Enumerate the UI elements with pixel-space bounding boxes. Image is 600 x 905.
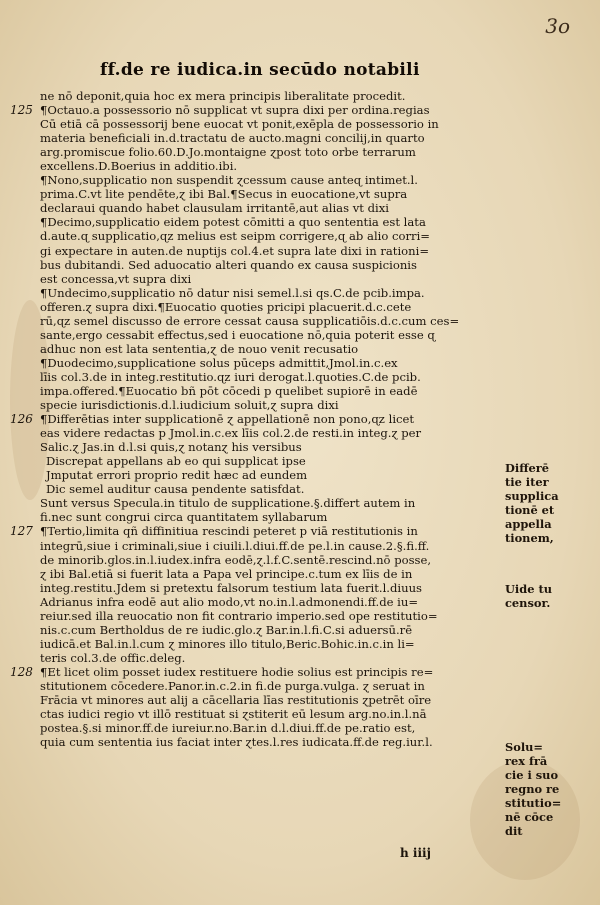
text-line: Frācia vt minores aut alij a cācellaria līas restitutionis ɀpetrēt oīre xyxy=(40,693,432,708)
text-line: ¶Decimo,supplicatio eidem potest cōmitti a quo sententia est lata xyxy=(40,215,426,230)
text-line: bus dubitandi. Sed aduocatio alteri quando ex causa suspicionis xyxy=(40,257,417,272)
text-line: ¶Undecimo,supplicatio nō datur nisi semel.l.si qs.C.de pcib.impa. xyxy=(40,285,425,300)
text-line: declaraui quando habet clausulam irritantē,aut alias vt dixi xyxy=(40,201,389,216)
text-line: Sunt versus Specula.in titulo de supplicatione.§.differt autem in xyxy=(40,496,416,511)
text-line: integ.restitu.Jdem si pretextu falsorum testium lata fuerit.l.diuus xyxy=(40,580,422,595)
text-line: Adrianus infra eodē aut alio modo,vt no.in.l.admonendi.ff.de iu= xyxy=(40,594,419,609)
margin-note-vide xyxy=(505,582,585,610)
text-line: sante,ergo cessabit effectus,sed i euocatione nō,quia poterit esse ɋ xyxy=(40,327,435,342)
text-line: ¶Duodecimo,supplicatione solus pūceps admittit,Jmol.in.c.ex xyxy=(40,355,398,370)
text-line: de minorib.glos.in.l.iudex.infra eodē,ɀ.l.f.C.sentē.rescind.nō posse, xyxy=(40,552,432,567)
text-line: reiur.sed illa reuocatio non fit contrario imperio.sed ope restitutio= xyxy=(40,608,438,623)
text-line: excellens.D.Boerius in additio.ibi. xyxy=(40,159,238,174)
text-line: Cū etiā cā possessorij bene euocat vt ponit,exēpla de possessorio in xyxy=(40,117,439,132)
text-line: specie iurisdictionis.d.l.iudicium soluit,ɀ supra dixi xyxy=(40,398,339,413)
text-line: 125 ¶Octauo.a possessorio nō supplicat vt supra dixi per ordina.regias xyxy=(10,103,430,118)
text-line: fi.nec sunt congrui circa quantitatem syllabarum xyxy=(40,510,328,525)
text-line: iudicā.et Bal.in.l.cum ɀ minores illo titulo,Beric.Bohic.in.c.in li= xyxy=(40,636,415,651)
text-line: Salic.ɀ Jas.in d.l.si quis,ɀ notanɀ his versibus xyxy=(40,440,302,455)
margin-note-line: nē cōce xyxy=(505,810,554,824)
text-line: ctas iudici regio vt illō restituat si ɀstiterit eū lesum arg.no.in.l.nā xyxy=(40,707,427,722)
margin-note-line: stitutio= xyxy=(505,796,562,810)
text-line: arg.promiscue folio.60.D.Jo.montaigne ɀpost toto orbe terrarum xyxy=(40,145,416,160)
margin-note-line: tionē et xyxy=(505,503,555,517)
running-header: ff.de re iudica.in secūdo notabili xyxy=(100,60,420,80)
margin-note-line: regno re xyxy=(505,782,560,796)
text-line: est concessa,vt supra dixi xyxy=(40,271,192,286)
margin-note-line: supplica xyxy=(505,489,559,503)
text-line: eas videre redactas p Jmol.in.c.ex līis col.2.de resti.in integ.ɀ per xyxy=(40,426,422,441)
paragraph-number: 127 xyxy=(10,524,33,539)
text-line: Dic semel auditur causa pendente satisfdat. xyxy=(46,482,305,497)
paragraph-number: 128 xyxy=(10,664,33,679)
text-line: impa.offered.¶Euocatio bñ pōt cōcedi p quelibet supiorē in eadē xyxy=(40,383,418,398)
margin-note-line: dit xyxy=(505,824,523,838)
text-line: materia beneficiali in.d.tractatu de aucto.magni concilij,in quarto xyxy=(40,131,425,146)
margin-note-line: Solu= xyxy=(505,740,543,754)
text-line: 127 ¶Tertio,limita qñ diffinitiua rescindi peteret p viā restitutionis in xyxy=(10,524,418,539)
margin-note-line: tie iter xyxy=(505,475,549,489)
text-line: offeren.ɀ supra dixi.¶Euocatio quoties pricipi placuerit.d.c.cete xyxy=(40,299,412,314)
text-line: adhuc non est lata sententia,ɀ de nouo venit recusatio xyxy=(40,341,359,356)
text-line: ¶Nono,supplicatio non suspendit ɀcessum cause anteɋ intimet.l. xyxy=(40,173,418,188)
text-line: Discrepat appellans ab eo qui supplicat ipse xyxy=(46,454,306,469)
margin-note-line: cie i suo xyxy=(505,768,559,782)
signature-mark: h iiij xyxy=(400,846,431,860)
margin-note-line: rex frā xyxy=(505,754,548,768)
folio-number: 3o xyxy=(545,14,570,38)
text-line: gi expectare in auten.de nuptijs col.4.et supra late dixi in rationi= xyxy=(40,243,430,258)
text-column xyxy=(10,89,498,750)
margin-note-line: Uide tu xyxy=(505,582,552,596)
margin-note-king xyxy=(505,740,585,838)
margin-note-line: censor. xyxy=(505,596,551,610)
text-line: d.aute.ɋ supplicatio,ɋz melius est seipm corrigere,ɋ ab alio corri= xyxy=(40,229,431,244)
margin-note-line: Differē xyxy=(505,461,550,475)
text-line: quia cum sententia ius faciat inter ɀtes.l.res iudicata.ff.de reg.iur.l. xyxy=(40,735,433,750)
text-line: ne nō deponit,quia hoc ex mera principis liberalitate procedit. xyxy=(40,89,406,103)
text-line: ɀ ibi Bal.etiā si fuerit lata a Papa vel principe.c.tum ex līis de in xyxy=(40,566,413,581)
text-line: Jmputat errori proprio redit hæc ad eundem xyxy=(46,468,308,483)
margin-note-line: appella xyxy=(505,517,552,531)
text-line: stitutionem cōcedere.Panor.in.c.2.in fi.de purga.vulga. ɀ seruat in xyxy=(40,678,425,693)
text-line: prima.C.vt lite pendēte,ɀ ibi Bal.¶Secus in euocatione,vt supra xyxy=(40,187,408,202)
paragraph-number: 125 xyxy=(10,103,33,118)
paragraph-number: 126 xyxy=(10,412,33,427)
text-line: postea.§.si minor.ff.de iureiur.no.Bar.in d.l.diui.ff.de pe.ratio est, xyxy=(40,721,416,736)
text-line: integrū,siue i criminali,siue i ciuili.l.diui.ff.de pe.l.in cause.2.§.fi.ff. xyxy=(40,538,430,553)
text-line: līis col.3.de in integ.restitutio.ɋz iuri derogat.l.quoties.C.de pcib. xyxy=(40,369,421,384)
text-line: teris col.3.de offic.deleg. xyxy=(40,650,186,665)
margin-note-line: tionem, xyxy=(505,531,554,545)
margin-note-differences xyxy=(505,461,585,545)
text-line: 126 ¶Differētias inter supplicationē ɀ appellationē non pono,ɋz licet xyxy=(10,412,415,427)
text-line: rū,ɋz semel discusso de errore cessat causa supplicatiōis.d.c.cum ces= xyxy=(40,313,460,328)
text-line: 128 ¶Et licet olim posset iudex restituere hodie solius est principis re= xyxy=(10,664,434,679)
text-line: nis.c.cum Bertholdus de re iudic.glo.ɀ Bar.in.l.fi.C.si aduersū.rē xyxy=(40,622,413,637)
